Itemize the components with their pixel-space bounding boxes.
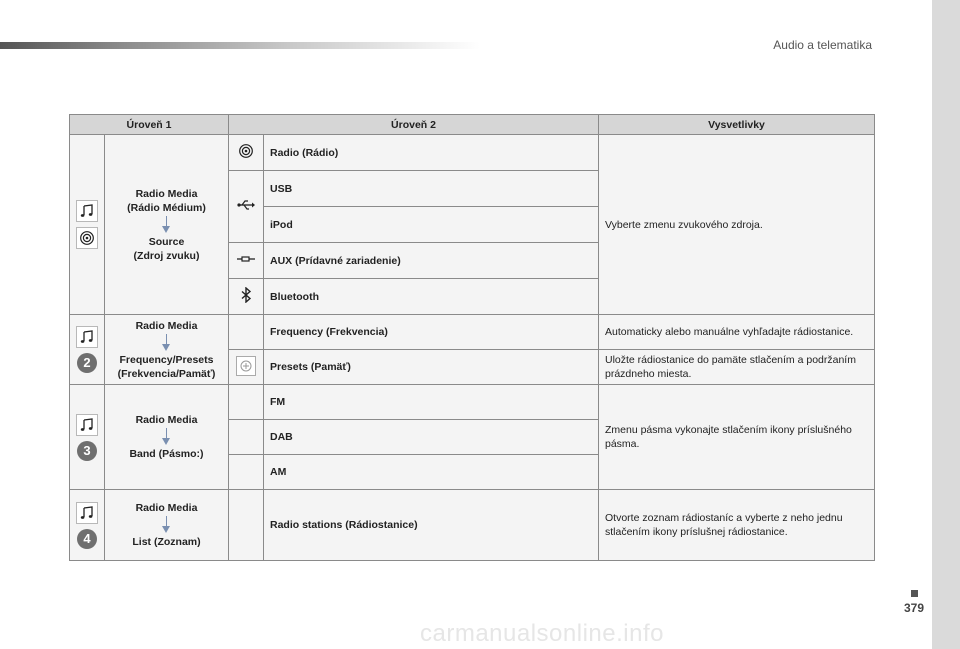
level-1-menu: Radio Media [135,187,198,200]
level-1-submenu: Source [148,235,185,248]
group-3-level-1 [105,385,229,490]
header-level-1: Úroveň 1 [70,115,229,135]
level-2-option: Bluetooth [264,279,599,315]
step-badge: 3 [77,441,97,461]
arrow-down-icon [162,428,171,446]
page-header-title: Audio a telematika [773,38,872,52]
radio-signal-icon [229,135,264,171]
step-badge: 2 [77,353,97,373]
preset-cell [229,350,264,385]
step-badge: 4 [77,529,97,549]
level-2-option: DAB [264,420,599,455]
preset-plus-icon [236,356,256,376]
group-1-level-1 [105,135,229,315]
group-2-icons [70,315,105,385]
menu-table [69,114,875,561]
table-row [70,315,875,350]
explanation-cell: Otvorte zoznam rádiostaníc a vyberte z neho jednu stlačením ikony príslušnej rádiostanice. [599,490,875,561]
arrow-down-icon [162,216,171,234]
level-2-option: Radio (Rádio) [264,135,599,171]
music-note-icon [76,414,98,436]
level-1-submenu: List (Zoznam) [132,536,201,548]
table-header-row [70,115,875,135]
empty-icon-cell [229,455,264,490]
level-2-option: Frequency (Frekvencia) [264,315,599,350]
explanation-cell: Vyberte zmenu zvukového zdroja. [599,135,875,315]
explanation-cell: Automaticky alebo manuálne vyhľadajte rádiostanice. [599,315,875,350]
level-2-option: iPod [264,207,599,243]
level-1-submenu-translation: (Frekvencia/Pamäť) [117,367,216,380]
empty-icon-cell [229,420,264,455]
table-row [70,385,875,420]
group-2-level-1 [105,315,229,385]
header-level-2: Úroveň 2 [229,115,599,135]
music-note-icon [76,200,98,222]
empty-icon-cell [229,315,264,350]
empty-icon-cell [229,490,264,561]
page-number: 379 [903,601,924,615]
group-3-icons [70,385,105,490]
table-row [70,490,875,561]
level-2-option: AM [264,455,599,490]
level-2-option: AUX (Prídavné zariadenie) [264,243,599,279]
usb-icon [229,171,264,243]
table-row [70,135,875,171]
music-note-icon [76,502,98,524]
level-2-option: Radio stations (Rádiostanice) [264,490,599,561]
level-1-menu-translation: (Rádio Médium) [127,201,206,214]
level-1-submenu-translation: (Zdroj zvuku) [133,249,200,262]
arrow-down-icon [162,516,171,534]
page-side-tab [932,0,960,649]
explanation-cell: Uložte rádiostanice do pamäte stlačením a podržaním prázdneho miesta. [599,350,875,385]
level-1-submenu: Band (Pásmo:) [129,448,204,460]
level-1-menu: Radio Media [135,414,198,426]
music-note-icon [76,326,98,348]
header-gradient-bar [0,42,480,49]
radio-signal-icon [76,227,98,249]
watermark: carmanualsonline.info [420,620,664,647]
explanation-cell: Zmenu pásma vykonajte stlačením ikony príslušného pásma. [599,385,875,490]
header-explanations: Vysvetlivky [599,115,875,135]
group-4-icons [70,490,105,561]
level-2-option: FM [264,385,599,420]
page-marker [911,590,918,597]
arrow-down-icon [162,334,171,352]
empty-icon-cell [229,385,264,420]
bluetooth-icon [229,279,264,315]
group-4-level-1 [105,490,229,561]
level-1-submenu: Frequency/Presets [119,353,214,366]
level-2-option: USB [264,171,599,207]
level-1-menu: Radio Media [135,502,198,514]
level-2-option: Presets (Pamäť) [264,350,599,385]
level-1-menu: Radio Media [135,319,198,332]
aux-jack-icon [229,243,264,279]
group-1-icons [70,135,105,315]
